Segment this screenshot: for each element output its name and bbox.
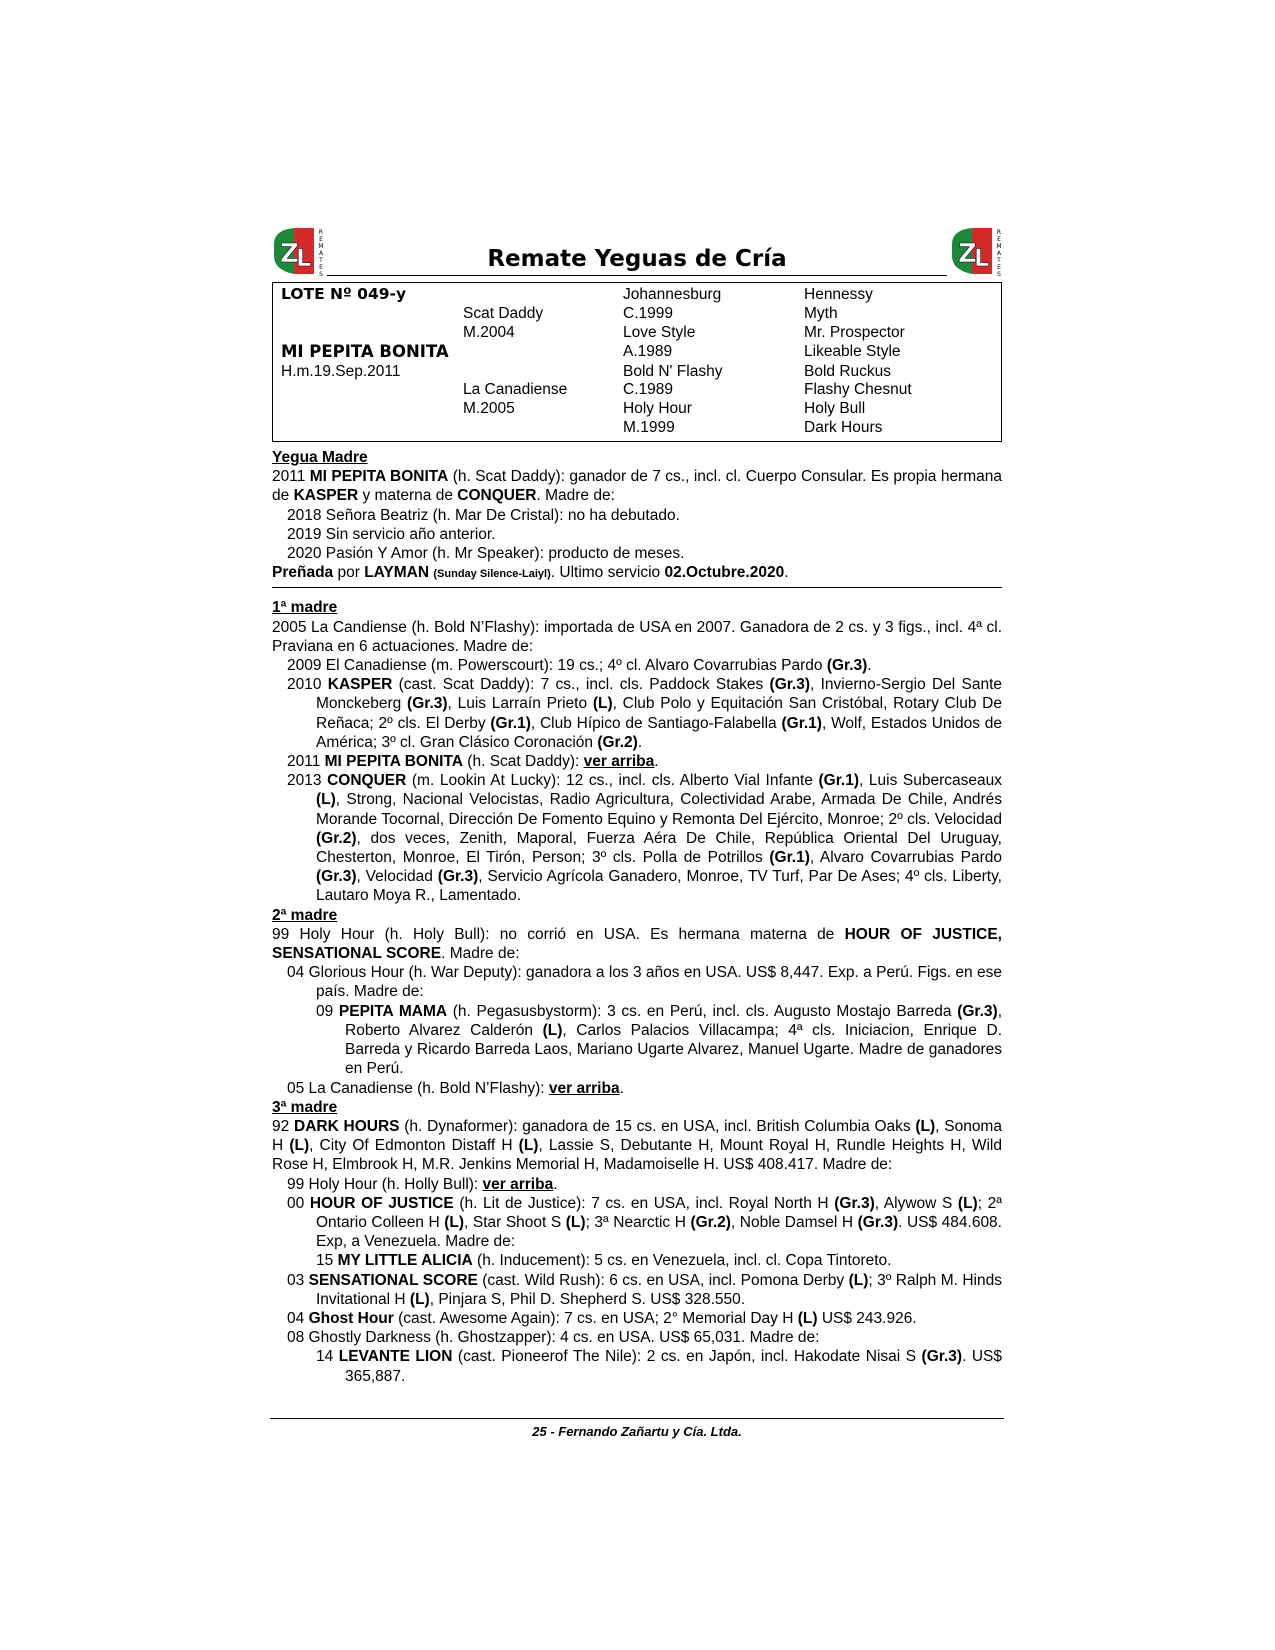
grandsire-3: Bold N' Flashy [623, 363, 723, 380]
grandsire-2: Love Style [623, 324, 696, 341]
zl-remates-logo-icon [950, 226, 1002, 276]
sire-year: M.2004 [463, 324, 515, 341]
catalog-page [272, 226, 1002, 1386]
svg-text:E: E [997, 264, 1001, 271]
svg-text:E: E [997, 236, 1001, 243]
lot-description [272, 448, 1002, 1386]
svg-text:A: A [996, 250, 1002, 257]
pregnancy-status: Preñada por LAYMAN (Sunday Silence-Laiyl). Ultimo servicio 02.Octubre.2020. [272, 564, 789, 582]
produce-entry: 15 MY LITTLE ALICIA (h. Inducement): 5 cs. en Venezuela, incl. cl. Copa Tintoreto. [316, 1252, 892, 1270]
grandsire-4-year: M.1999 [623, 419, 675, 436]
produce-entry: 00 HOUR OF JUSTICE (h. Lit de Justice): 7 cs. en USA, incl. Royal North H (Gr.3), Alywow S (L); 2ª Ontario Colleen H (L), Star Shoot S (L); 3ª Nearctic H (Gr.2), Noble Damsel H (Gr.3). US$ 484.608. Exp, a Venezuela. Madre de: [287, 1194, 1002, 1251]
svg-text:M: M [996, 243, 1002, 250]
produce-entry: 04 Ghost Hour (cast. Awesome Again): 7 cs. en USA; 2° Memorial Day H (L) US$ 243.926. [287, 1309, 917, 1327]
horse-name: MI PEPITA BONITA [281, 342, 449, 361]
paragraph: 2011 MI PEPITA BONITA (h. Scat Daddy): ganador de 7 cs., incl. cl. Cuerpo Consular. Es propia hermana de KASPER y materna de CONQUER. Madre de: [272, 468, 1002, 505]
produce-entry: 99 Holy Hour (h. Holly Bull): ver arriba. [287, 1175, 558, 1193]
ver-arriba-link[interactable]: ver arriba [482, 1175, 554, 1193]
horse-info: H.m.19.Sep.2011 [281, 363, 401, 380]
produce-entry: 2020 Pasión Y Amor (h. Mr Speaker): producto de meses. [287, 545, 685, 563]
produce-entry: 2013 CONQUER (m. Lookin At Lucky): 12 cs., incl. cls. Alberto Vial Infante (Gr.1), Luis Subercaseaux (L), Strong, Nacional Velocistas, Radio Agricultura, Colectividad Arabe, Armada De Chile, Andrés Morande Tocornal, Dirección De Fomento Equino y Remonta Del Ejército, Monroe; 2º cls. Velocidad (Gr.2), dos veces, Zenith, Maporal, Fuerza Aéra De Chile, República Oriental Del Uruguay, Chesterton, Monroe, El Tirón, Person; 3º cls. Polla de Potrillos (Gr.1), Alvaro Covarrubias Pardo (Gr.3), Velocidad (Gr.3), Servicio Agrícola Ganadero, Monroe, TV Turf, Par De Ases; 4º cls. Liberty, Lautaro Moya R., Lamentado. [287, 772, 1003, 905]
footer-rule [270, 1418, 1004, 1419]
lote-number: LOTE Nº 049-y [281, 285, 407, 303]
paragraph: 2005 La Candiense (h. Bold N’Flashy): importada de USA en 2007. Ganadora de 2 cs. y 3 figs., incl. 4ª cl. Praviana en 6 actuaciones. Madre de: [272, 618, 1002, 655]
svg-text:R: R [996, 229, 1002, 236]
grandsire-2-year: A.1989 [623, 343, 673, 360]
zl-remates-logo-icon [272, 226, 324, 276]
produce-entry: 2010 KASPER (cast. Scat Daddy): 7 cs., incl. cls. Paddock Stakes (Gr.3), Invierno-Sergio Del Sante Monckeberg (Gr.3), Luis Larraín Prieto (L), Club Polo y Equitación San Cristóbal, Rotary Club De Reñaca; 2º cls. El Derby (Gr.1), Club Hípico de Santiago-Falabella (Gr.1), Wolf, Estados Unidos de América; 3º cl. Gran Clásico Coronación (Gr.2). [287, 676, 1003, 751]
grandsire-1-year: C.1999 [623, 305, 673, 322]
svg-text:M: M [318, 243, 324, 250]
section-heading-3a-madre: 3ª madre [272, 1098, 338, 1116]
produce-entry: 2009 El Canadiense (m. Powerscourt): 19 cs.; 4º cl. Alvaro Covarrubias Pardo (Gr.3). [287, 657, 872, 675]
svg-text:L: L [296, 244, 312, 272]
produce-entry: 03 SENSATIONAL SCORE (cast. Wild Rush): 6 cs. en USA, incl. Pomona Derby (L); 3º Ralph M. Hinds Invitational H (L), Pinjara S, Phil D. Shepherd S. US$ 328.550. [287, 1271, 1002, 1308]
great-grandparent: Myth [804, 305, 838, 322]
great-grandparent: Holy Bull [804, 400, 866, 417]
sire-name: Scat Daddy [463, 305, 544, 322]
great-grandparent: Mr. Prospector [804, 324, 905, 341]
great-grandparent: Hennessy [804, 286, 873, 303]
ver-arriba-link[interactable]: ver arriba [583, 753, 655, 771]
produce-entry: 2018 Señora Beatriz (h. Mar De Cristal): no ha debutado. [287, 506, 680, 524]
produce-entry: 04 Glorious Hour (h. War Deputy): ganadora a los 3 años en USA. US$ 8,447. Exp. a Perú. Figs. en ese país. Madre de: [287, 964, 1002, 1001]
dam-year: M.2005 [463, 400, 515, 417]
great-grandparent: Likeable Style [804, 343, 901, 360]
paragraph: 99 Holy Hour (h. Holy Bull): no corrió en USA. Es hermana materna de HOUR OF JUSTICE, SENSATIONAL SCORE. Madre de: [272, 925, 1002, 963]
svg-text:A: A [318, 250, 324, 257]
produce-entry: 05 La Canadiense (h. Bold N’Flashy): ver arriba. [287, 1079, 624, 1097]
page-header [272, 226, 1002, 278]
svg-text:Z: Z [280, 239, 299, 269]
svg-text:T: T [319, 257, 323, 264]
grandsire-1: Johannesburg [623, 286, 722, 303]
paragraph: 92 DARK HOURS (h. Dynaformer): ganadora de 15 cs. en USA, incl. British Columbia Oaks (L), Sonoma H (L), City Of Edmonton Distaff H (L), Lassie S, Debutante H, Mount Royal H, Rundle Heights H, Wild Rose H, Elmbrook H, M.R. Jenkins Memorial H, Madamoiselle H. US$ 408.417. Madre de: [272, 1117, 1002, 1174]
section-heading-1a-madre: 1ª madre [272, 599, 338, 617]
page-footer: 25 - Fernando Zañartu y Cía. Ltda. [532, 1424, 742, 1439]
great-grandparent: Dark Hours [804, 419, 883, 436]
section-heading-yegua-madre: Yegua Madre [272, 449, 368, 466]
grandsire-3-year: C.1989 [623, 381, 673, 398]
svg-text:E: E [319, 264, 323, 271]
svg-text:S: S [319, 271, 323, 276]
svg-text:E: E [319, 236, 323, 243]
produce-entry: 2019 Sin servicio año anterior. [287, 525, 496, 543]
grandsire-4: Holy Hour [623, 400, 692, 417]
title-underline [327, 275, 947, 276]
great-grandparent: Bold Ruckus [804, 363, 892, 380]
great-grandparent: Flashy Chesnut [804, 381, 912, 398]
page-title: Remate Yeguas de Cría [487, 246, 787, 272]
ver-arriba-link[interactable]: ver arriba [548, 1079, 620, 1097]
svg-text:T: T [997, 257, 1001, 264]
svg-text:L: L [974, 244, 990, 272]
svg-text:Z: Z [958, 239, 977, 269]
produce-entry: 14 LEVANTE LION (cast. Pioneerof The Nile): 2 cs. en Japón, incl. Hakodate Nisai S (Gr.3). US$ 365,887. [316, 1348, 1002, 1385]
section-divider [272, 587, 1002, 588]
svg-text:S: S [997, 271, 1001, 276]
svg-text:R: R [318, 229, 324, 236]
produce-entry: 09 PEPITA MAMA (h. Pegasusbystorm): 3 cs. en Perú, incl. cls. Augusto Mostajo Barreda (Gr.3), Roberto Alvarez Calderón (L), Carlos Palacios Villacampa; 4ª cls. Iniciacion, Enrique D. Barreda y Ricardo Barreda Laos, Mariano Ugarte Alvarez, Manuel Ugarte. Madre de ganadores en Perú. [316, 1002, 1002, 1078]
section-heading-2a-madre: 2ª madre [272, 906, 338, 924]
pedigree-box [272, 282, 1002, 442]
produce-entry: 2011 MI PEPITA BONITA (h. Scat Daddy): ver arriba. [287, 753, 659, 771]
produce-entry: 08 Ghostly Darkness (h. Ghostzapper): 4 cs. en USA. US$ 65,031. Madre de: [287, 1329, 820, 1347]
dam-name: La Canadiense [463, 381, 568, 398]
